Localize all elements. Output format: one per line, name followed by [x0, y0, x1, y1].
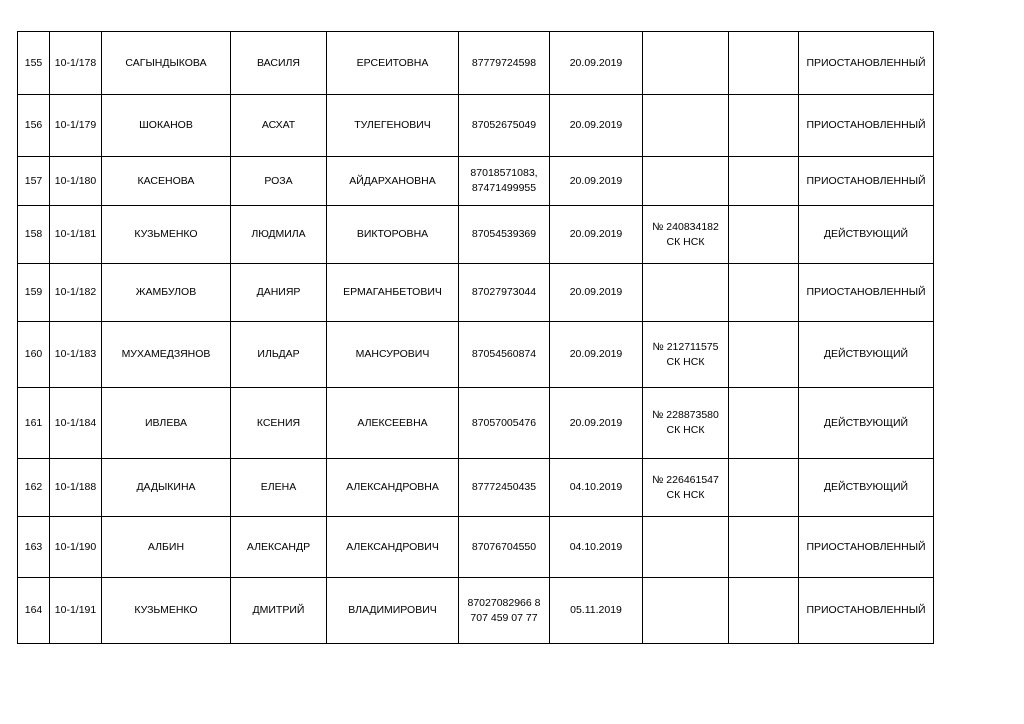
surname-cell: САГЫНДЫКОВА	[102, 32, 231, 95]
surname-cell: КУЗЬМЕНКО	[102, 206, 231, 264]
registration-number-cell: 10-1/178	[50, 32, 102, 95]
row-number-cell: 155	[18, 32, 50, 95]
insurance-policy-cell	[643, 157, 729, 206]
status-cell: ДЕЙСТВУЮЩИЙ	[799, 322, 934, 388]
row-number-cell: 161	[18, 388, 50, 459]
table-row	[18, 578, 934, 644]
patronymic-cell: АЛЕКСЕЕВНА	[327, 388, 459, 459]
empty-cell	[729, 388, 799, 459]
first-name-cell: ДМИТРИЙ	[231, 578, 327, 644]
insurance-policy-cell	[643, 517, 729, 578]
table-row	[18, 388, 934, 459]
phone-line: 87779724598	[471, 56, 537, 69]
date-cell: 20.09.2019	[550, 157, 643, 206]
empty-cell	[729, 157, 799, 206]
insurance-policy-line: № 226461547	[652, 473, 719, 486]
status-cell: ПРИОСТАНОВЛЕННЫЙ	[799, 264, 934, 322]
insurance-policy-cell	[643, 459, 729, 517]
table-row	[18, 517, 934, 578]
phone-cell	[459, 517, 550, 578]
phone-cell	[459, 459, 550, 517]
surname-cell: КУЗЬМЕНКО	[102, 578, 231, 644]
first-name-cell: РОЗА	[231, 157, 327, 206]
registration-number-cell: 10-1/180	[50, 157, 102, 206]
phone-cell	[459, 322, 550, 388]
insurance-policy-cell	[643, 578, 729, 644]
registration-number-cell: 10-1/183	[50, 322, 102, 388]
phone-line: 87054560874	[471, 348, 537, 360]
table-row	[18, 264, 934, 322]
empty-cell	[729, 206, 799, 264]
phone-line: 87018571083,	[470, 167, 538, 179]
date-cell: 20.09.2019	[550, 388, 643, 459]
phone-cell	[459, 206, 550, 264]
patronymic-cell: АЛЕКСАНДРОВНА	[327, 459, 459, 517]
status-cell: ПРИОСТАНОВЛЕННЫЙ	[799, 95, 934, 157]
empty-cell	[729, 517, 799, 578]
status-cell: ПРИОСТАНОВЛЕННЫЙ	[799, 157, 934, 206]
first-name-cell: ДАНИЯР	[231, 264, 327, 322]
insurance-policy-line: СК НСК	[666, 235, 705, 248]
first-name-cell: АСХАТ	[231, 95, 327, 157]
phone-line: 87052675049	[471, 119, 537, 131]
phone-line: 87027082966 8	[467, 596, 541, 609]
first-name-cell: ИЛЬДАР	[231, 322, 327, 388]
date-cell: 20.09.2019	[550, 32, 643, 95]
phone-line: 87054539369	[471, 228, 537, 240]
patronymic-cell: ЕРСЕИТОВНА	[327, 32, 459, 95]
table-row	[18, 157, 934, 206]
patronymic-cell: АЛЕКСАНДРОВИЧ	[327, 517, 459, 578]
status-cell: ПРИОСТАНОВЛЕННЫЙ	[799, 578, 934, 644]
first-name-cell: ЛЮДМИЛА	[231, 206, 327, 264]
row-number-cell: 159	[18, 264, 50, 322]
insurance-policy-cell	[643, 32, 729, 95]
patronymic-cell: ЕРМАГАНБЕТОВИЧ	[327, 264, 459, 322]
status-cell: ДЕЙСТВУЮЩИЙ	[799, 206, 934, 264]
registration-number-cell: 10-1/182	[50, 264, 102, 322]
insurance-policy-line: № 240834182	[652, 220, 719, 233]
table-row	[18, 95, 934, 157]
patronymic-cell: ТУЛЕГЕНОВИЧ	[327, 95, 459, 157]
row-number-cell: 163	[18, 517, 50, 578]
status-cell: ПРИОСТАНОВЛЕННЫЙ	[799, 517, 934, 578]
phone-line: 87076704550	[471, 540, 537, 553]
empty-cell	[729, 322, 799, 388]
registration-number-cell: 10-1/188	[50, 459, 102, 517]
first-name-cell: ВАСИЛЯ	[231, 32, 327, 95]
surname-cell: ШОКАНОВ	[102, 95, 231, 157]
insurance-policy-line: СК НСК	[666, 355, 705, 368]
phone-cell	[459, 388, 550, 459]
surname-cell: ИВЛЕВА	[102, 388, 231, 459]
insurance-policy-cell	[643, 388, 729, 459]
patronymic-cell: ВИКТОРОВНА	[327, 206, 459, 264]
status-cell: ПРИОСТАНОВЛЕННЫЙ	[799, 32, 934, 95]
insurance-policy-line: № 212711575	[652, 340, 719, 353]
empty-cell	[729, 459, 799, 517]
insurance-policy-cell	[643, 206, 729, 264]
table-row	[18, 459, 934, 517]
phone-line: 87772450435	[471, 481, 537, 493]
empty-cell	[729, 578, 799, 644]
insurance-policy-cell	[643, 322, 729, 388]
row-number-cell: 160	[18, 322, 50, 388]
phone-cell	[459, 32, 550, 95]
surname-cell: АЛБИН	[102, 517, 231, 578]
insurance-policy-line: СК НСК	[666, 488, 705, 501]
registration-number-cell: 10-1/179	[50, 95, 102, 157]
status-cell: ДЕЙСТВУЮЩИЙ	[799, 459, 934, 517]
status-cell: ДЕЙСТВУЮЩИЙ	[799, 388, 934, 459]
first-name-cell: ЕЛЕНА	[231, 459, 327, 517]
registration-number-cell: 10-1/184	[50, 388, 102, 459]
empty-cell	[729, 32, 799, 95]
table-row	[18, 32, 934, 95]
phone-cell	[459, 157, 550, 206]
surname-cell: КАСЕНОВА	[102, 157, 231, 206]
table-row	[18, 206, 934, 264]
date-cell: 05.11.2019	[550, 578, 643, 644]
date-cell: 20.09.2019	[550, 206, 643, 264]
phone-cell	[459, 578, 550, 644]
phone-line: 707 459 07 77	[470, 611, 538, 624]
date-cell: 20.09.2019	[550, 95, 643, 157]
phone-cell	[459, 264, 550, 322]
date-cell: 04.10.2019	[550, 517, 643, 578]
surname-cell: МУХАМЕДЗЯНОВ	[102, 322, 231, 388]
registration-number-cell: 10-1/191	[50, 578, 102, 644]
patronymic-cell: ВЛАДИМИРОВИЧ	[327, 578, 459, 644]
phone-line: 87027973044	[471, 286, 537, 298]
empty-cell	[729, 95, 799, 157]
patronymic-cell: МАНСУРОВИЧ	[327, 322, 459, 388]
registry-table	[17, 31, 934, 644]
row-number-cell: 162	[18, 459, 50, 517]
insurance-policy-line: СК НСК	[666, 424, 705, 436]
first-name-cell: АЛЕКСАНДР	[231, 517, 327, 578]
patronymic-cell: АЙДАРХАНОВНА	[327, 157, 459, 206]
surname-cell: ЖАМБУЛОВ	[102, 264, 231, 322]
row-number-cell: 164	[18, 578, 50, 644]
date-cell: 20.09.2019	[550, 322, 643, 388]
insurance-policy-line: № 228873580	[652, 409, 719, 421]
surname-cell: ДАДЫКИНА	[102, 459, 231, 517]
row-number-cell: 158	[18, 206, 50, 264]
date-cell: 20.09.2019	[550, 264, 643, 322]
phone-cell	[459, 95, 550, 157]
empty-cell	[729, 264, 799, 322]
phone-line: 87057005476	[471, 416, 537, 429]
row-number-cell: 156	[18, 95, 50, 157]
table-row	[18, 322, 934, 388]
insurance-policy-cell	[643, 95, 729, 157]
registration-number-cell: 10-1/190	[50, 517, 102, 578]
first-name-cell: КСЕНИЯ	[231, 388, 327, 459]
insurance-policy-cell	[643, 264, 729, 322]
phone-line: 87471499955	[471, 182, 537, 194]
row-number-cell: 157	[18, 157, 50, 206]
registration-number-cell: 10-1/181	[50, 206, 102, 264]
date-cell: 04.10.2019	[550, 459, 643, 517]
